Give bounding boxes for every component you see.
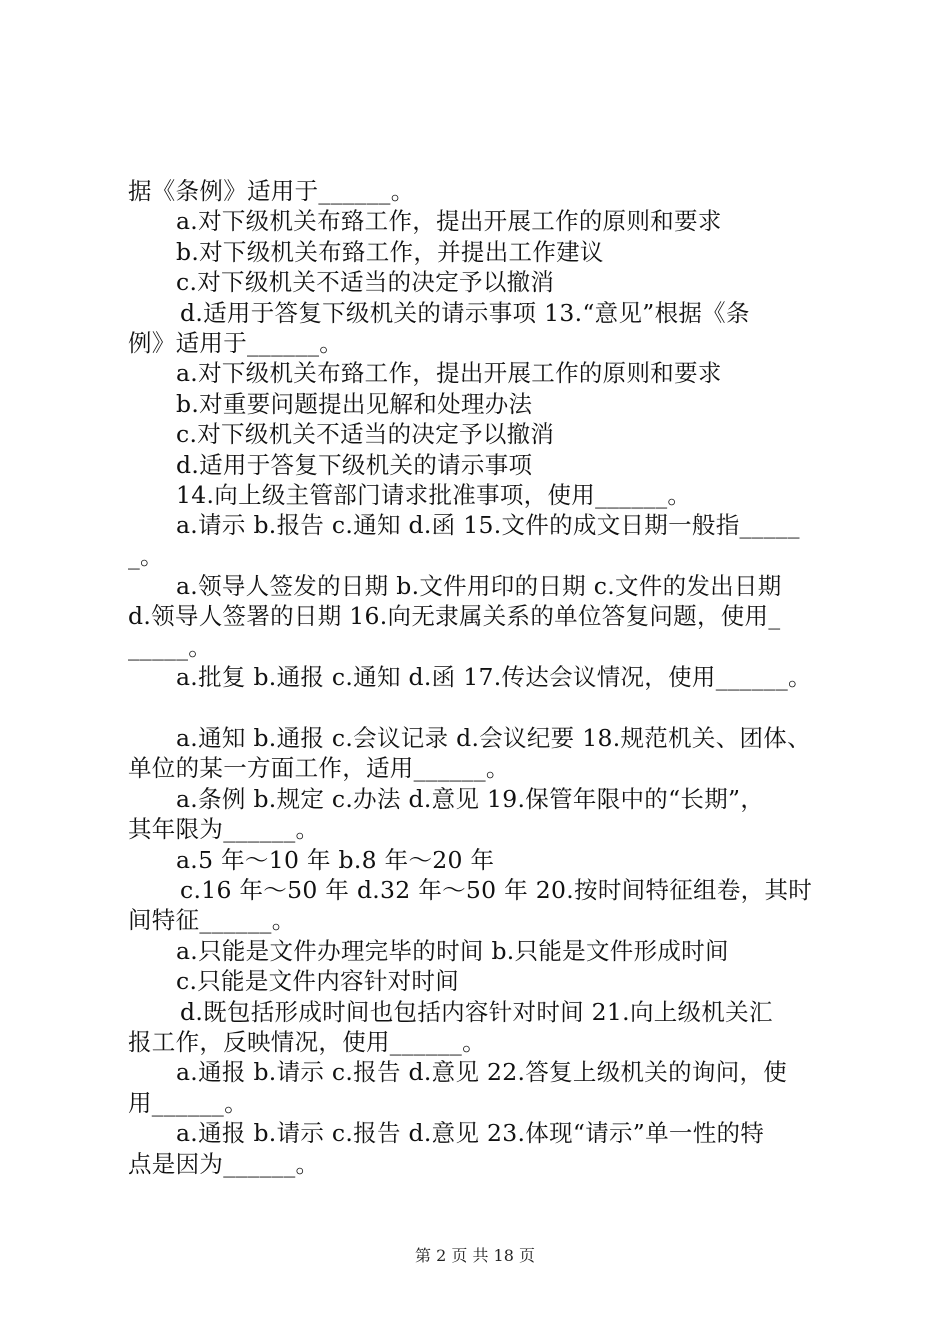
text-line: 单位的某一方面工作，适用______。 (128, 754, 510, 783)
text-line: d.既包括形成时间也包括内容针对时间 21.向上级机关汇 (180, 997, 773, 1026)
document-body (128, 176, 834, 1179)
text-line: 14.向上级主管部门请求批准事项，使用______。 (176, 480, 692, 509)
text-line: a.通报 b.请示 c.报告 d.意见 22.答复上级机关的询问，使 (176, 1058, 788, 1087)
text-line: d.领导人签署的日期 16.向无隶属关系的单位答复问题，使用_ (128, 602, 781, 631)
text-line: 用______。 (128, 1088, 248, 1117)
page-footer: 第 2 页 共 18 页 (415, 1246, 535, 1265)
blank-line (128, 693, 834, 723)
text-line: a.只能是文件办理完毕的时间 b.只能是文件形成时间 (176, 936, 729, 965)
text-line: a.通报 b.请示 c.报告 d.意见 23.体现“请示”单一性的特 (176, 1119, 765, 1148)
text-line: a.5 年～10 年 b.8 年～20 年 (176, 845, 495, 874)
text-line: d.适用于答复下级机关的请示事项 13.“意见”根据《条 (180, 298, 750, 327)
text-line: c.对下级机关不适当的决定予以撤消 (176, 420, 555, 449)
text-line: a.对下级机关布臵工作，提出开展工作的原则和要求 (176, 359, 722, 388)
text-line: _____。 (128, 632, 213, 661)
text-line: a.批复 b.通报 c.通知 d.函 17.传达会议情况，使用______。 (176, 663, 812, 692)
text-line: a.对下级机关布臵工作，提出开展工作的原则和要求 (176, 207, 722, 236)
text-line: a.条例 b.规定 c.办法 d.意见 19.保管年限中的“长期”， (176, 784, 765, 813)
text-line: a.领导人签发的日期 b.文件用印的日期 c.文件的发出日期 (176, 572, 782, 601)
text-line: 间特征______。 (128, 906, 296, 935)
text-line: c.对下级机关不适当的决定予以撤消 (176, 268, 555, 297)
text-line: c.16 年～50 年 d.32 年～50 年 20.按时间特征组卷，其时 (180, 875, 813, 904)
text-line: b.对重要问题提出见解和处理办法 (176, 389, 533, 418)
text-line: _。 (128, 541, 164, 570)
text-line: a.请示 b.报告 c.通知 d.函 15.文件的成文日期一般指_____ (176, 511, 800, 540)
text-line: a.通知 b.通报 c.会议记录 d.会议纪要 18.规范机关、团体、 (176, 724, 811, 753)
text-line: 报工作，反映情况，使用______。 (128, 1027, 486, 1056)
text-line: b.对下级机关布臵工作，并提出工作建议 (176, 237, 604, 266)
text-line: c.只能是文件内容针对时间 (176, 967, 460, 996)
text-line: d.适用于答复下级机关的请示事项 (176, 450, 533, 479)
text-line: 点是因为______。 (128, 1149, 320, 1178)
text-line: 其年限为______。 (128, 815, 320, 844)
text-line: 据《条例》适用于______。 (128, 177, 415, 205)
text-line: 例》适用于______。 (128, 328, 344, 357)
